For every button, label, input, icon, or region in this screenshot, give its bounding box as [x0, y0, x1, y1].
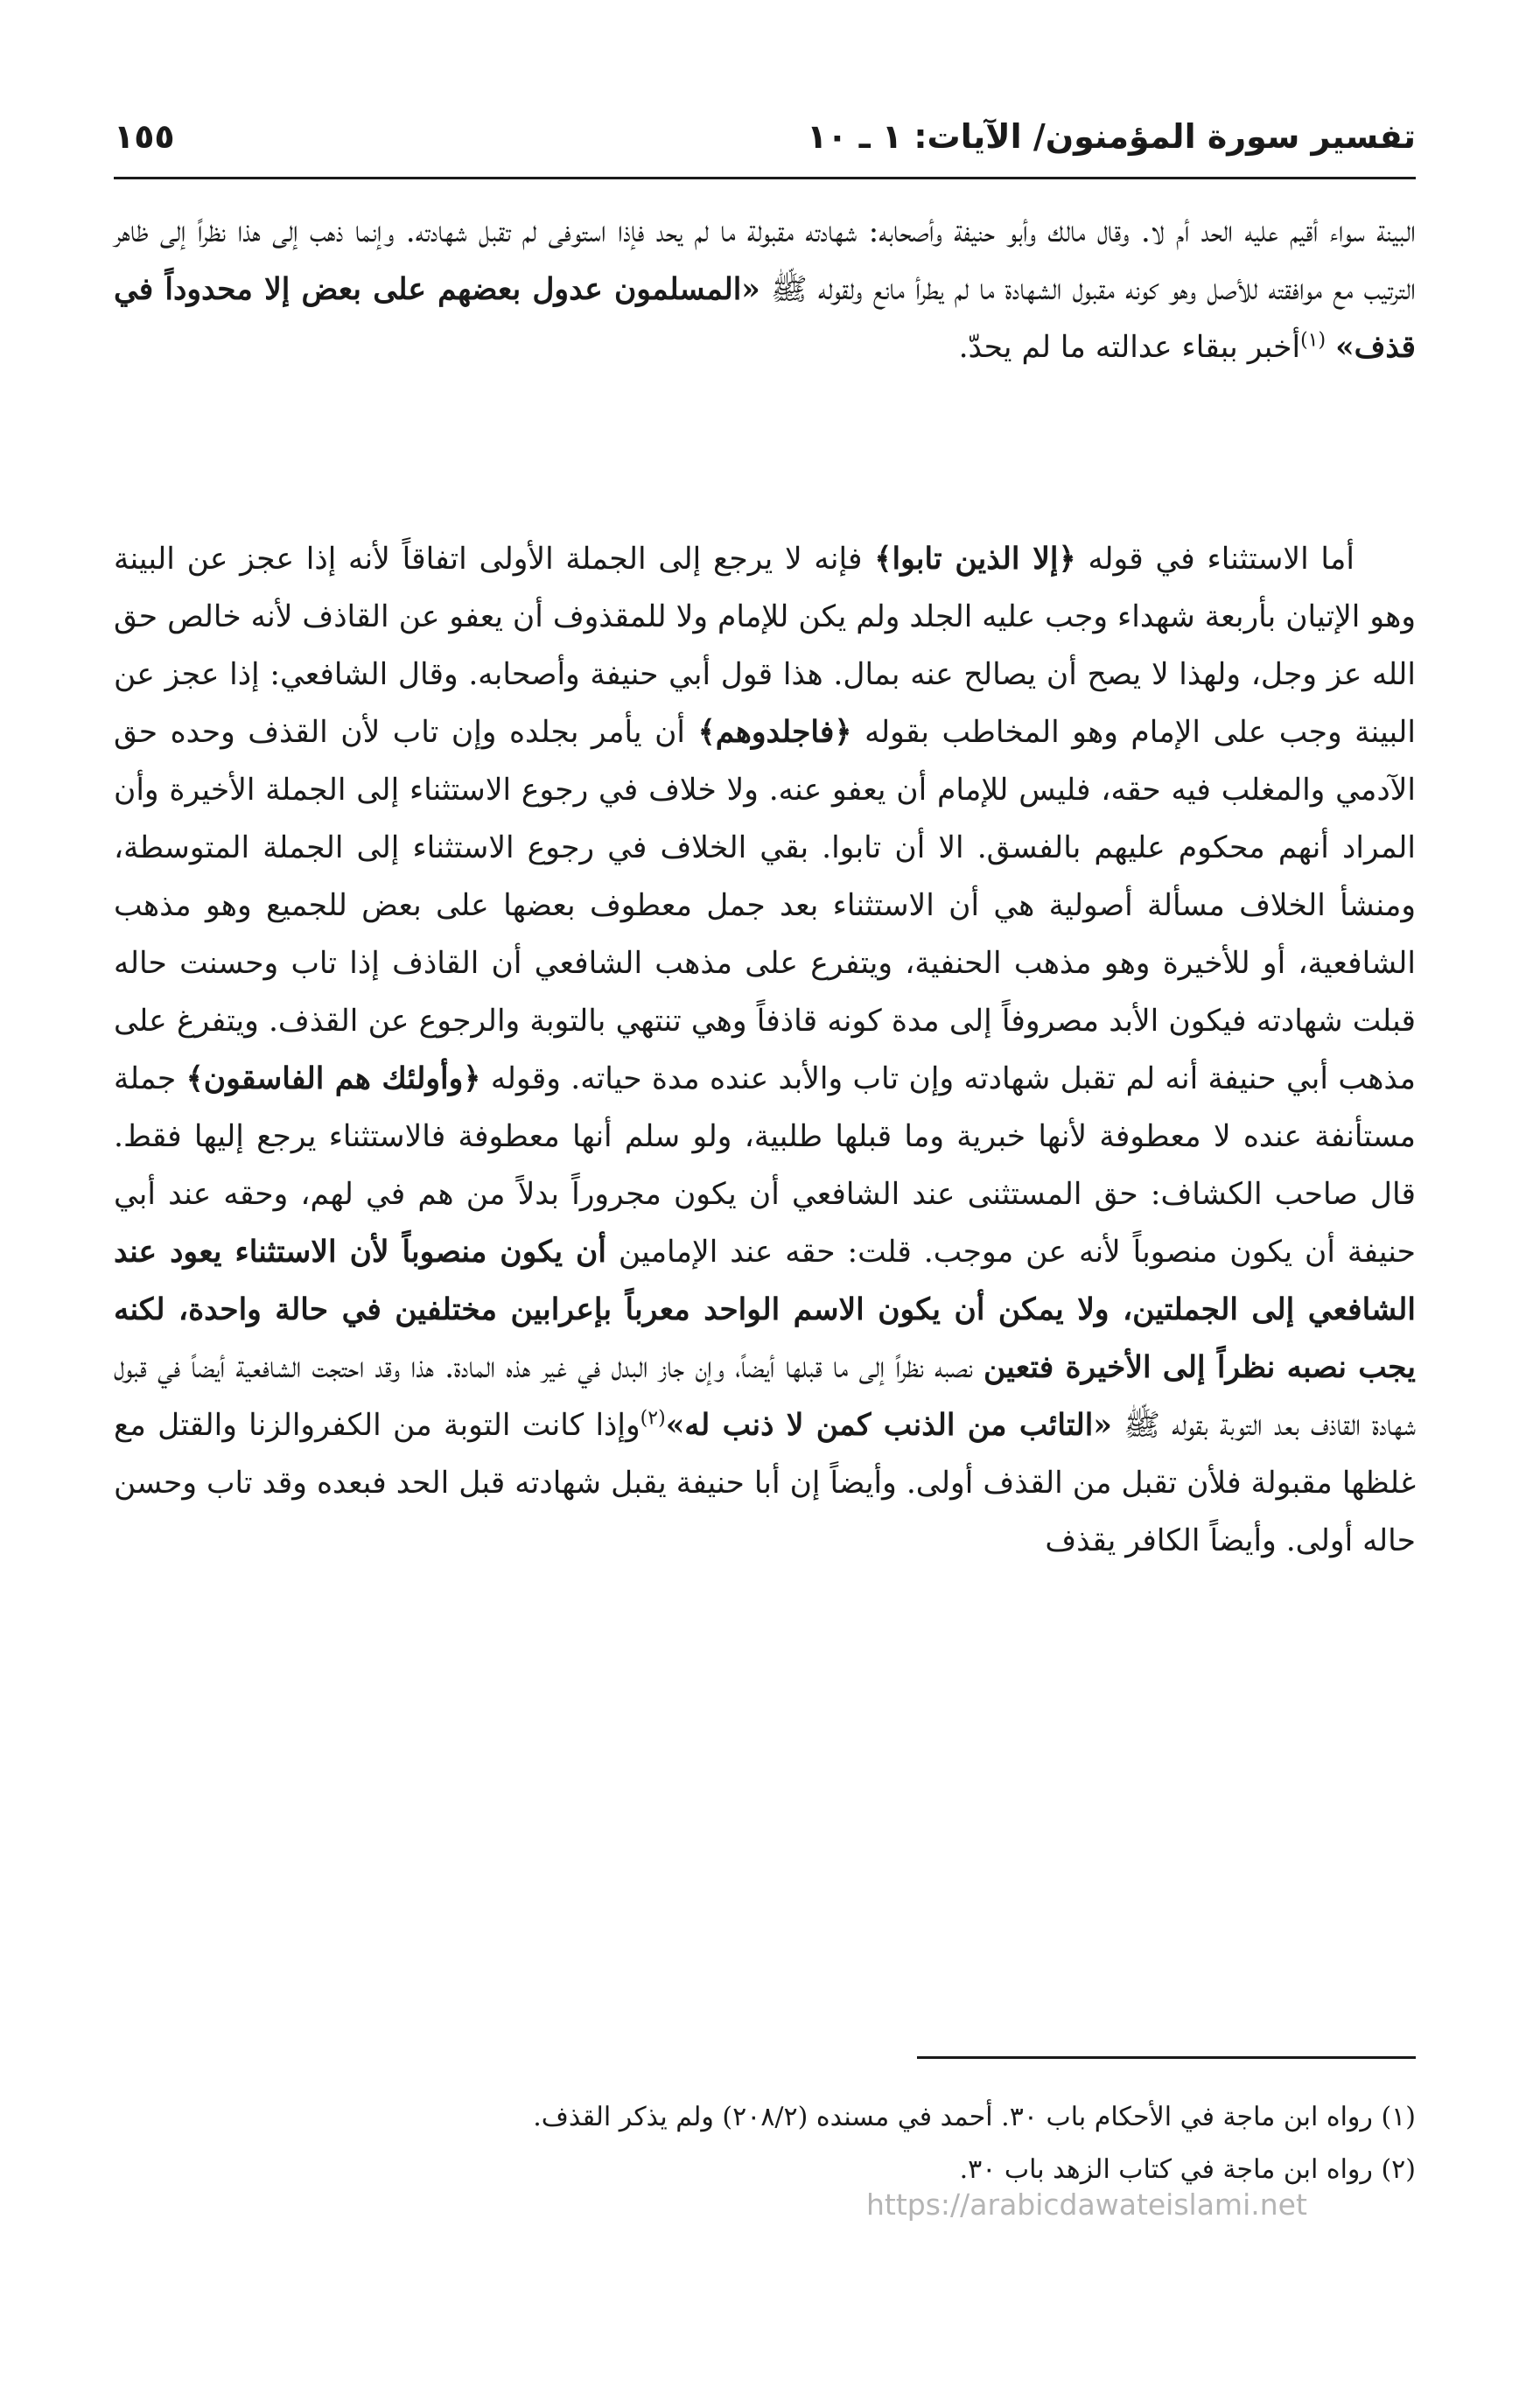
- paragraph-2-text-e: نصبه نظراً إلى ما قبلها أيضاً، وإن جاز البدل في غير هذه المادة. هذا وقد احتجت الشافعية أيضاً في قبول شهادة القاذف بعد التوبة بقوله ﷺ: [114, 1350, 1416, 1443]
- footnote-ref-2: (٢): [640, 1407, 666, 1430]
- paragraph-1: [114, 203, 1416, 376]
- paragraph-1-text-b: أخبر ببقاء عدالته ما لم يحدّ.: [958, 330, 1301, 365]
- paragraph-2-text-b: فإنه لا يرجع إلى الجملة الأولى اتفاقاً لأنه إذا عجز عن البينة وهو الإتيان بأربعة شهداء وجب عليه الجلد ولم يكن للإمام ولا للمقذوف أن يعفو عن القاذف لأنه خالص حق الله عز وجل، ولهذا لا يصح أن يصالح عنه بمال. هذا قول أبي حنيفة وأصحابه. وقال الشافعي: إذا عجز عن البينة وجب على الإمام وهو المخاطب بقوله: [114, 542, 1416, 750]
- quran-quote-1: ﴿إلا الذين تابوا﴾: [874, 542, 1076, 577]
- hadith-quote-2: «التائب من الذنب كمن لا ذنب له»: [665, 1408, 1112, 1443]
- footnote-ref-1: (١): [1300, 329, 1326, 352]
- watermark-url: https://arabicdawateislami.net: [866, 2188, 1307, 2222]
- page-number: ١٥٥: [114, 117, 175, 156]
- paragraph-2-text-a: أما الاستثناء في قوله: [1075, 542, 1354, 577]
- footnotes: [175, 2091, 1416, 2196]
- footnote-rule: [917, 2056, 1416, 2059]
- running-header: [114, 112, 1416, 175]
- paragraph-2-text-d: جملة مستأنفة عنده لا معطوفة لأنها خبرية وما قبلها طلبية، ولو سلم أنها معطوفة فالاستثناء يرجع إليها فقط. قال صاحب الكشاف: حق المستثنى عند الشافعي أن يكون مجروراً بدلاً من هم في لهم، وحقه عند أبي حنيفة أن يكون منصوباً لأنه عن موجب. قلت: حقه عند الإمامين: [114, 1061, 1416, 1270]
- paragraph-1-text-a: البينة سواء أقيم عليه الحد أم لا. وقال مالك وأبو حنيفة وأصحابه: شهادته مقبولة ما لم يحد فإذا استوفى لم تقبل شهادته. وإنما ذهب إلى هذا نظراً إلى ظاهر الترتيب مع موافقته للأصل وهو كونه مقبول الشهادة ما لم يطرأ مانع ولقوله ﷺ: [114, 214, 1416, 307]
- footnote-2: (٢) رواه ابن ماجة في كتاب الزهد باب ٣٠.: [959, 2154, 1416, 2185]
- header-rule: [114, 177, 1416, 179]
- paragraph-2: [114, 530, 1416, 1570]
- bold-passage: أن يكون منصوباً لأن الاستثناء يعود عند الشافعي إلى الجملتين، ولا يمكن أن يكون الاسم الواحد معرباً بإعرابين مختلفين في حالة واحدة، لكنه يجب نصبه نظراً إلى الأخيرة فتعين: [114, 1235, 1416, 1385]
- quran-quote-2: ﴿فاجلدوهم﴾: [697, 715, 852, 750]
- running-title: تفسير سورة المؤمنون/ الآيات: ١ ـ ١٠: [807, 117, 1416, 156]
- paragraph-2-text-c: أن يأمر بجلده وإن تاب لأن القذف وحده حق الآدمي والمغلب فيه حقه، فليس للإمام أن يعفو عنه. ولا خلاف في رجوع الاستثناء إلى الجملة الأخيرة وأن المراد أنهم محكوم عليهم بالفسق. الا أن تابوا. بقي الخلاف في رجوع الاستثناء إلى الجملة المتوسطة، ومنشأ الخلاف مسألة أصولية هي أن الاستثناء بعد جمل معطوف بعضها على بعض للجميع وهو مذهب الشافعية، أو للأخيرة وهو مذهب الحنفية، ويتفرع على مذهب الشافعي أن القاذف إذا تاب وحسنت حاله قبلت شهادته فيكون الأبد مصروفاً إلى مدة كونه قاذفاً وهي تنتهي بالتوبة والرجوع عن القذف. ويتفرغ على مذهب أبي حنيفة أنه لم تقبل شهادته وإن تاب والأبد عنده مدة حياته. وقوله: [114, 715, 1416, 1096]
- footnote-1: (١) رواه ابن ماجة في الأحكام باب ٣٠. أحمد في مسنده (٢٠٨/٢) ولم يذكر القذف.: [533, 2102, 1416, 2132]
- hadith-quote-1: «المسلمون عدول بعضهم على بعض إلا محدوداً في قذف»: [114, 272, 1416, 365]
- paragraph-2-text-f: وإذا كانت التوبة من الكفروالزنا والقتل مع غلظها مقبولة فلأن تقبل من القذف أولى. وأيضاً إن أبا حنيفة يقبل شهادته قبل الحد فبعده وقد تاب وحسن حاله أولى. وأيضاً الكافر يقذف: [114, 1408, 1416, 1558]
- quran-quote-3: ﴿وأولئك هم الفاسقون﴾: [186, 1061, 481, 1096]
